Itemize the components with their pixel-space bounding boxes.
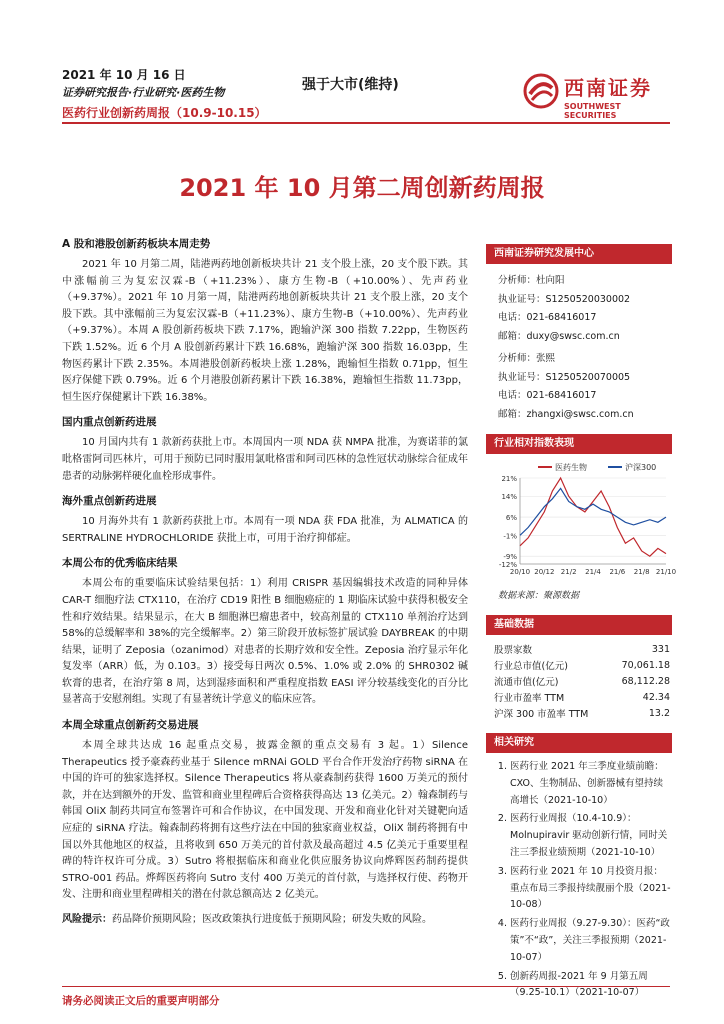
legend-label: 沪深300 <box>625 463 657 472</box>
section-domestic <box>62 414 468 485</box>
basic-data-heading: 基础数据 <box>486 615 672 635</box>
chart-source: 数据来源：聚源数据 <box>498 591 580 601</box>
y-tick-label: 14% <box>501 493 517 502</box>
x-tick-label: 20/10 <box>509 568 531 576</box>
x-tick-label: 21/2 <box>560 568 577 576</box>
report-date: 2021 年 10 月 16 日 <box>62 68 186 82</box>
analyst-card <box>486 272 672 346</box>
footer-divider <box>62 986 670 987</box>
sidebar <box>486 244 677 1004</box>
table-row <box>494 641 670 657</box>
risk-warning <box>62 912 468 929</box>
related-heading: 相关研究 <box>486 733 672 753</box>
index-chart <box>486 458 677 586</box>
analyst-license: 执业证号：S1250520030002 <box>498 293 631 305</box>
row-value: 13.2 <box>648 707 670 719</box>
section-overseas <box>62 493 468 547</box>
row-value: 331 <box>651 643 670 655</box>
analyst-phone: 电话：021-68416017 <box>498 312 597 323</box>
section-text: 10 月国内共有 1 款新药获批上市。本周国内一项 NDA 获 NMPA 批准，为赛诺菲的氯吡格雷阿司匹林片，可用于预防已同时服用氯吡格雷和阿司匹林的急性冠状动脉综合征成年患者的动脉粥样硬化血栓形成事件。 <box>62 437 468 482</box>
section-text: 10 月海外共有 1 款新药获批上市。本周有一项 NDA 获 FDA 批准，为 ALMATICA 的 SERTRALINE HYDROCHLORIDE 获批上市，可用于治疗抑郁症。 <box>62 516 468 544</box>
header-divider <box>62 122 670 124</box>
table-row <box>494 689 670 705</box>
analyst-name: 分析师：杜向阳 <box>498 275 565 286</box>
legend-label: 医药生物 <box>555 463 587 472</box>
related-item[interactable]: 5. 创新药周报-2021 年 9 月第五周（9.25-10.1）（2021-10-07） <box>510 969 672 1003</box>
x-tick-label: 20/12 <box>534 568 555 576</box>
page-title: 2021 年 10 月第二周创新药周报 <box>179 174 545 202</box>
main-content <box>62 236 468 929</box>
section-heading: 海外重点创新药进展 <box>62 495 157 508</box>
x-tick-label: 21/8 <box>633 568 650 576</box>
risk-text: 药品降价预期风险；医改政策执行进度低于预期风险；研发失败的风险。 <box>112 914 432 925</box>
y-tick-label: 6% <box>505 514 517 523</box>
index-chart-svg <box>486 458 677 582</box>
related-item[interactable]: 4. 医药行业周报（9.27-9.30）：医药“政策”不“政”，关注三季报预期（2021-10-07） <box>510 916 672 966</box>
y-tick-label: -1% <box>503 532 517 541</box>
section-text: 本周公布的重要临床试验结果包括：1）利用 CRISPR 基因编辑技术改造的同种异体 CAR-T 细胞疗法 CTX110，在治疗 CD19 阳性 B 细胞癌症的 1 期临床试验中获得积极安全性和疗效结果。结果显示，在大 B 细胞淋巴瘤患者中，较高剂量的 CTX110 单剂治疗达到 58%的总缓解率和 38%的完全缓解率。2）第三阶段开放标签扩展试验 DAYBREAK 的中期结果，证明了 Zeposia（ozanimod）对患者的长期疗效和安全性。Zeposia 治疗显示年化复发率（ARR）低，为 0.103。3）接受每日两次 0.5%、1.0% 或 2.0% 的 SHR0302 碱软膏的患者，在治疗第 8 周，达到湿疹面积和严重程度指数 EASI 评分较基线变化的百分比显著高于安慰剂组。实现了有显著统计学意义的临床应答。 <box>62 578 468 706</box>
section-heading: 国内重点创新药进展 <box>62 416 157 429</box>
section-deals <box>62 717 468 904</box>
series-line-沪深300 <box>520 488 666 535</box>
section-heading: 本周全球重点创新药交易进展 <box>62 719 199 732</box>
row-value: 70,061.18 <box>621 659 670 671</box>
y-tick-label: 21% <box>501 475 517 483</box>
basic-data-table <box>494 641 670 721</box>
section-text: 2021 年 10 月第二周，陆港两药地创新板块共计 21 支个股上涨，20 支个股下跌。其中涨幅前三为复宏汉霖-B（+11.23%）、康方生物-B（+10.00%）、先声药业（+9.37%）。2021 年 10 月第一周，陆港两药地创新板块共计 21 支个股上涨，20 支个股下跌。其中涨幅前三为复宏汉霖-B（+11.23%）、康方生物-B（+10.00%）、先声药业（+9.37%）。本周 A 股创新药板块下跌 7.17%，跑输沪深 300 指数 7.22pp，生物医药下跌 1.52%。近 6 个月 A 股创新药累计下跌 16.68%，跑输沪深 300 指数 16.03pp，生物医药累计下跌 2.35%。本周港股创新药板块上涨 1.28%，跑输恒生指数 0.71pp，恒生医疗保健下跌 0.79%。近 6 个月港股创新药累计下跌 16.38%，跑输恒生指数 11.73pp，恒生医疗保健累计下跌 16.38%。 <box>62 259 468 403</box>
x-tick-label: 21/4 <box>585 568 601 576</box>
footer-disclaimer[interactable]: 请务必阅读正文后的重要声明部分 <box>62 995 220 1007</box>
x-tick-label: 21/6 <box>609 568 626 576</box>
analyst-email[interactable]: 邮箱：zhangxi@swsc.com.cn <box>498 408 634 420</box>
report-type: 证券研究报告·行业研究·医药生物 <box>62 86 225 99</box>
rating: 强于大市(维持) <box>302 77 399 93</box>
logo-text-cn: 西南证券 <box>564 76 652 100</box>
related-list <box>486 753 672 1002</box>
y-tick-label: -12% <box>498 561 517 569</box>
row-value: 68,112.28 <box>621 675 670 687</box>
related-item[interactable]: 2. 医药行业周报（10.4-10.9）：Molnupiravir 驱动创新行情，同时关注三季报业绩预期（2021-10-10） <box>510 811 672 861</box>
row-label: 沪深 300 市盈率 TTM <box>494 709 589 720</box>
row-label: 行业市盈率 TTM <box>494 693 565 704</box>
section-heading: A 股和港股创新药板块本周走势 <box>62 238 211 250</box>
table-row <box>494 673 670 689</box>
risk-label: 风险提示： <box>62 914 112 925</box>
y-tick-label: -9% <box>503 553 517 562</box>
analyst-name: 分析师：张熙 <box>498 353 556 364</box>
section-heading: 本周公布的优秀临床结果 <box>62 557 178 570</box>
related-item[interactable]: 1. 医药行业 2021 年三季度业绩前瞻：CXO、生物制品、创新器械有望持续高增长（2021-10-10） <box>510 759 672 809</box>
logo-text-en: SOUTHWEST SECURITIES <box>564 102 621 120</box>
chart-heading: 行业相对指数表现 <box>486 434 672 454</box>
analyst-phone: 电话：021-68416017 <box>498 390 597 401</box>
x-tick-label: 21/10 <box>655 568 677 576</box>
row-label: 流通市值(亿元) <box>494 677 559 688</box>
section-a-h-stocks <box>62 236 468 406</box>
report-series: 医药行业创新药周报（10.9-10.15） <box>62 106 267 120</box>
analyst-card <box>486 350 672 424</box>
analyst-license: 执业证号：S1250520070005 <box>498 371 631 383</box>
section-text: 本周全球共达成 16 起重点交易，披露金额的重点交易有 3 起。1）Silence Therapeutics 授予豪森药业基于 Silence mRNAi GOLD 平台合作开发治疗药物 siRNA 在中国的许可的独家选择权。Silence Therapeutics 将从豪森制药获得 1600 万美元的预付款，并在达到额外的开发、监管和商业里程碑后合资格获得高达 13 亿美元。2）翰森制药与韩国 OliX 制药共同宣布签署许可和合作协议，在中国发现、开发和商业化针对关键靶向适应症的 siRNA 疗法。翰森制药将拥有这些疗法在中国的独家商业权益，OliX 制药将拥有中国以外其他地区的权益，且将收到 650 万美元的首付款及最高超过 4.5 亿美元于重要里程碑的特许权许可分成。3）Sutro 将根据临床和商业化供应服务协议向烨辉医药制药提供 STRO-001 药品。烨辉医药将向 Sutro 支付 400 万美元的首付款，与选择权行使、药物开发、注册和商业里程碑相关的潜在付款总额高达 2 亿美元。 <box>62 740 468 901</box>
table-row <box>494 657 670 673</box>
analyst-email[interactable]: 邮箱：duxy@swsc.com.cn <box>498 330 620 342</box>
row-value: 42.34 <box>642 691 670 703</box>
table-row <box>494 705 670 721</box>
logo-mark-icon <box>522 72 560 110</box>
row-label: 行业总市值(亿元) <box>494 661 568 672</box>
analyst-heading: 西南证券研究发展中心 <box>486 244 672 264</box>
row-label: 股票家数 <box>494 645 533 656</box>
related-item[interactable]: 3. 医药行业 2021 年 10 月投资月报：重点布局三季报持续靓丽个股（2021-10-08） <box>510 864 672 914</box>
company-logo <box>522 66 672 120</box>
section-clinical <box>62 555 468 709</box>
